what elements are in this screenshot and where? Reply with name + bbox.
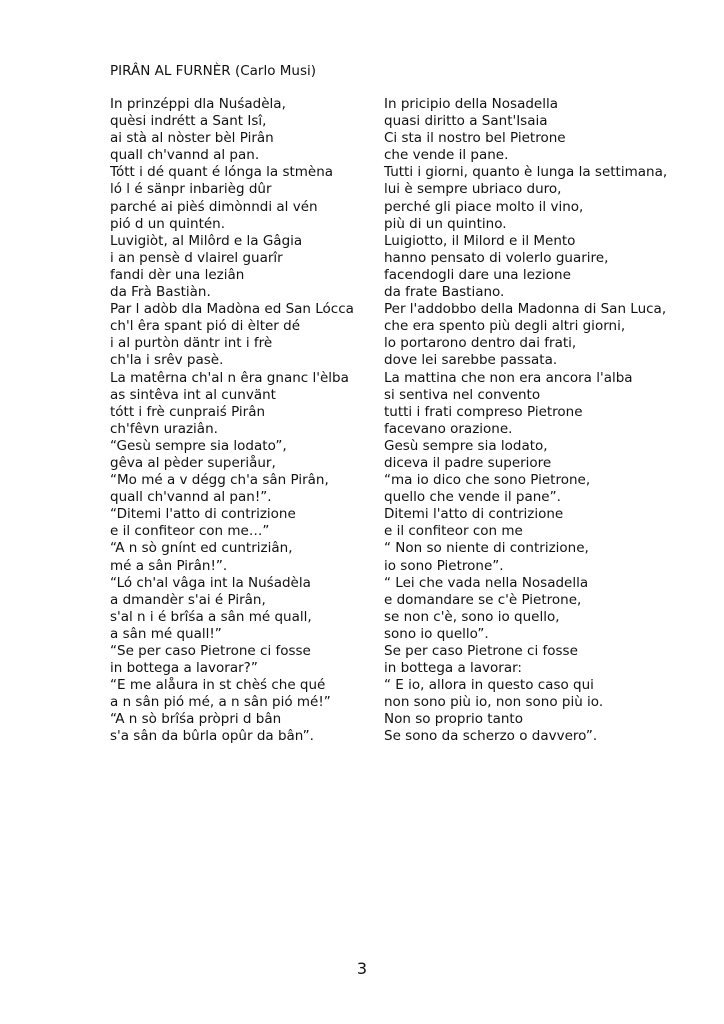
- dialect-verse-line: Luvigiòt, al Milôrd e la Gâgia: [110, 232, 303, 249]
- italian-verse-line: da frate Bastiano.: [384, 284, 505, 301]
- italian-verse-line: facevano orazione.: [384, 420, 513, 437]
- dialect-verse-line: “E me alåura in st chèś che qué: [110, 677, 326, 694]
- page-title: PIRÂN AL FURNÈR (Carlo Musi): [110, 63, 317, 79]
- dialect-verse-line: Tótt i dé quant é lónga la stmèna: [110, 164, 334, 181]
- italian-verse-line: In pricipio della Nosadella: [384, 96, 558, 112]
- dialect-verse-line: “Se per caso Pietrone ci fosse: [110, 643, 311, 659]
- dialect-verse-line: “Gesù sempre sia lodato”,: [110, 437, 287, 454]
- dialect-verse-line: a dmandèr s'ai é Pirân,: [110, 591, 266, 608]
- dialect-verse-line: da Frà Bastiàn.: [110, 284, 211, 301]
- italian-verse-line: sono io quello”.: [384, 625, 489, 642]
- italian-verse-line: perché gli piace molto il vino,: [384, 198, 584, 215]
- italian-verse-line: “ E io, allora in questo caso qui: [384, 677, 594, 694]
- italian-verse-line: Se per caso Pietrone ci fosse: [384, 643, 578, 659]
- dialect-verse-line: ch'fêvn uraziân.: [110, 420, 218, 437]
- italian-verse-line: “ Non so niente di contrizione,: [384, 540, 589, 557]
- dialect-verse-line: “A n sò gnínt ed cuntriziân,: [110, 540, 293, 557]
- italian-verse-line: La mattina che non era ancora l'alba: [384, 369, 633, 386]
- dialect-verse-line: as sintêva int al cunvänt: [110, 386, 276, 403]
- italian-verse-line: Ci sta il nostro bel Pietrone: [384, 130, 566, 147]
- italian-verse-line: diceva il padre superiore: [384, 454, 552, 471]
- dialect-verse-line: fandi dèr una leziân: [110, 266, 245, 283]
- italian-verse-line: Se sono da scherzo o davvero”.: [384, 728, 598, 745]
- dialect-verse-line: mé a sân Pirân!”.: [110, 557, 228, 574]
- italian-verse-line: Luigiotto, il Milord e il Mento: [384, 232, 576, 249]
- dialect-verse-line: ló l é sänpr inbarièg dûr: [110, 181, 272, 198]
- dialect-verse-line: e il confiteor con me…”: [110, 523, 270, 540]
- italian-verse-line: si sentiva nel convento: [384, 386, 541, 403]
- italian-verse-line: e il confiteor con me: [384, 523, 523, 540]
- dialect-verse-line: Par l adòb dla Madòna ed San Lócca: [110, 301, 354, 318]
- dialect-verse-line: ai stà al nòster bèl Pirân: [110, 130, 274, 147]
- dialect-verse-line: “A n sò brîśa pròpri d bân: [110, 711, 282, 728]
- dialect-verse-line: ch'la i srêv pasè.: [110, 352, 224, 369]
- dialect-verse-line: a sân mé quall!”: [110, 625, 222, 642]
- italian-verse-line: lo portarono dentro dai frati,: [384, 335, 577, 352]
- dialect-verse-line: “Mo mé a v dégg ch'a sân Pirân,: [110, 472, 329, 489]
- italian-verse-line: non sono più io, non sono più io.: [384, 694, 604, 711]
- dialect-verse-line: quèsi indrétt a Sant Isî,: [110, 113, 267, 130]
- dialect-verse-line: La matêrna ch'al n êra gnanc l'èlba: [110, 369, 349, 386]
- italian-verse-line: hanno pensato di volerlo guarire,: [384, 249, 609, 266]
- italian-verse-line: più di un quintino.: [384, 215, 507, 232]
- italian-verse-line: Per l'addobbo della Madonna di San Luca,: [384, 301, 667, 318]
- dialect-verse-line: In prinzéppi dla Nuśadèla,: [110, 96, 286, 112]
- italian-verse-line: se non c'è, sono io quello,: [384, 608, 560, 625]
- dialect-verse-line: quall ch'vannd al pan!”.: [110, 489, 272, 506]
- italian-verse-line: e domandare se c'è Pietrone,: [384, 591, 582, 608]
- dialect-verse-line: tótt i frè cunpraiś Pirân: [110, 403, 266, 420]
- italian-verse-line: io sono Pietrone”.: [384, 557, 504, 574]
- italian-verse-line: che vende il pane.: [384, 147, 509, 164]
- italian-verse-line: dove lei sarebbe passata.: [384, 352, 558, 369]
- italian-verse-line: Tutti i giorni, quanto è lunga la settimana,: [384, 164, 668, 181]
- dialect-column: [110, 96, 380, 746]
- italian-verse-line: quello che vende il pane”.: [384, 489, 561, 506]
- italian-verse-line: quasi diritto a Sant'Isaia: [384, 113, 548, 130]
- italian-verse-line: “ma io dico che sono Pietrone,: [384, 472, 591, 489]
- italian-verse-line: “ Lei che vada nella Nosadella: [384, 574, 589, 591]
- dialect-verse-line: gêva al pèder superiåur,: [110, 454, 276, 471]
- italian-verse-line: in bottega a lavorar:: [384, 660, 522, 677]
- italian-verse-line: Ditemi l'atto di contrizione: [384, 506, 564, 523]
- italian-verse-line: Non so proprio tanto: [384, 711, 523, 728]
- dialect-verse-line: i al purtòn däntr int i frè: [110, 335, 273, 352]
- dialect-verse-line: quall ch'vannd al pan.: [110, 147, 260, 164]
- dialect-verse-line: in bottega a lavorar?”: [110, 660, 258, 677]
- italian-verse-line: Gesù sempre sia lodato,: [384, 437, 548, 454]
- page-number: 3: [356, 959, 368, 978]
- italian-verse-line: facendogli dare una lezione: [384, 266, 571, 283]
- italian-verse-line: tutti i frati compreso Pietrone: [384, 403, 583, 420]
- dialect-verse-line: ch'l êra spant pió di èlter dé: [110, 318, 301, 335]
- dialect-verse-line: “Ló ch'al vâga int la Nuśadèla: [110, 574, 311, 591]
- dialect-verse-line: parché ai pièś dimònndi al vén: [110, 198, 318, 215]
- dialect-verse-line: pió d un quintén.: [110, 215, 226, 232]
- dialect-verse-line: a n sân pió mé, a n sân pió mé!”: [110, 694, 331, 711]
- dialect-verse-line: s'al n i é brîśa a sân mé quall,: [110, 608, 312, 625]
- italian-verse-line: lui è sempre ubriaco duro,: [384, 181, 562, 198]
- italian-verse-line: che era spento più degli altri giorni,: [384, 318, 626, 335]
- italian-column: [384, 96, 674, 746]
- dialect-verse-line: s'a sân da bûrla opûr da bân”.: [110, 728, 314, 745]
- dialect-verse-line: “Ditemi l'atto di contrizione: [110, 506, 296, 523]
- dialect-verse-line: i an pensè d vlairel guarîr: [110, 249, 283, 266]
